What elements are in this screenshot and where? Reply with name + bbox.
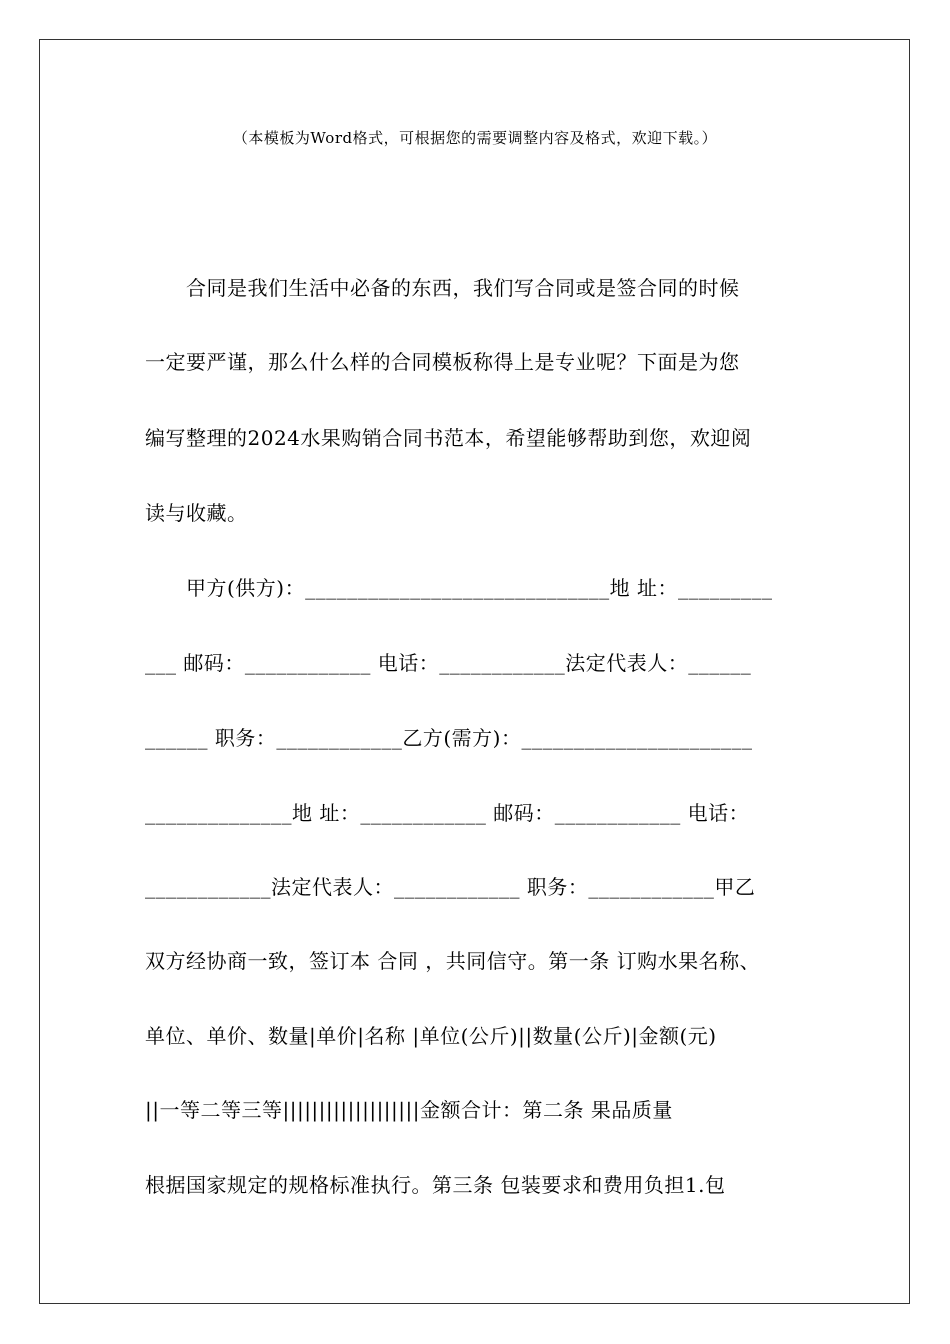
paragraph-line: ____________法定代表人：____________ 职务：____________甲乙 xyxy=(145,875,756,899)
paragraph-line: 甲方(供方)：_____________________________地 址：_________ xyxy=(145,576,773,600)
template-note: （本模板为Word格式，可根据您的需要调整内容及格式，欢迎下载。） xyxy=(232,129,718,147)
paragraph-line: 单位、单价、数量|单价|名称 |单位(公斤)||数量(公斤)|金额(元) xyxy=(145,1024,717,1048)
paragraph-line: 根据国家规定的规格标准执行。第三条 包装要求和费用负担1.包 xyxy=(145,1173,726,1197)
paragraph-line: ___ 邮码：____________ 电话：____________法定代表人：______ xyxy=(145,651,752,675)
paragraph-line: ______ 职务：____________乙方(需方)：______________________ xyxy=(145,726,753,750)
paragraph-line: 合同是我们生活中必备的东西，我们写合同或是签合同的时候 xyxy=(145,276,740,300)
paragraph-line: 双方经协商一致，签订本 合同 ，共同信守。第一条 订购水果名称、 xyxy=(145,949,761,973)
paragraph-line: ||一等二等三等|||||||||||||||||||金额合计：第二条 果品质量 xyxy=(145,1098,673,1122)
paragraph-line: 一定要严谨，那么什么样的合同模板称得上是专业呢？下面是为您 xyxy=(145,350,740,374)
paragraph-line: ______________地 址：____________ 邮码：____________ 电话： xyxy=(145,801,750,825)
paragraph-line: 编写整理的2024水果购销合同书范本，希望能够帮助到您，欢迎阅 xyxy=(145,426,752,450)
paragraph-line: 读与收藏。 xyxy=(145,501,248,525)
